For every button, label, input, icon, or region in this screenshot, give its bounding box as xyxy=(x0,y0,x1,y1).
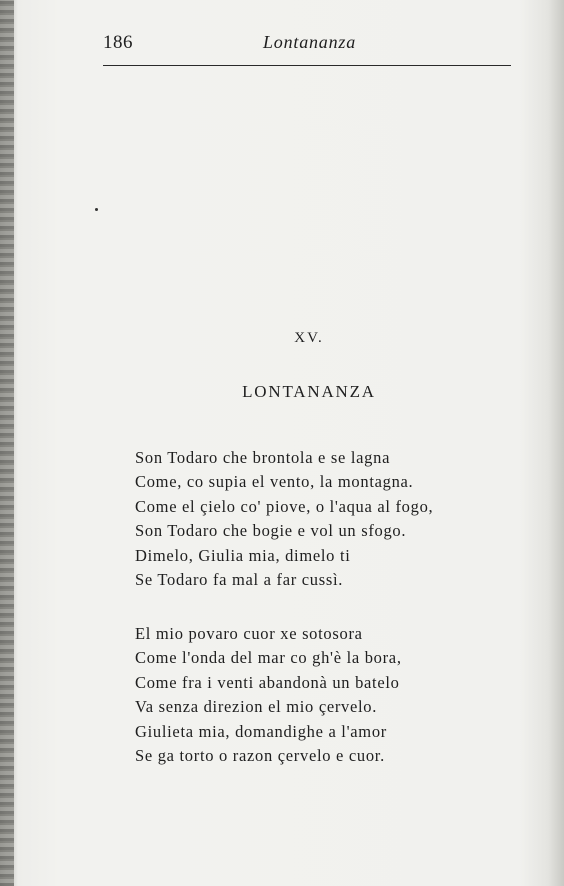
verse-line: El mio povaro cuor xe sotosora xyxy=(135,624,363,643)
header-rule xyxy=(103,65,511,66)
section-number: XV. xyxy=(294,330,324,346)
stanza-2 xyxy=(135,622,515,768)
verse-line: Va senza direzion el mio çervelo. xyxy=(135,697,378,717)
verse-line: Dimelo, Giulia mia, dimelo ti xyxy=(135,545,351,565)
page-header xyxy=(103,30,511,58)
verse-line: Come fra i venti abandonà un batelo xyxy=(135,672,400,692)
verse-line: Giulieta mia, domandighe a l'amor xyxy=(135,721,387,741)
verse-line: Son Todaro che brontola e se lagna xyxy=(135,448,391,467)
verse-line: Come l'onda del mar co gh'è la bora, xyxy=(135,648,402,668)
verse-line: Son Todaro che bogie e vol un sfogo. xyxy=(135,521,407,541)
page-number: 186 xyxy=(103,32,133,53)
page-binding-edge xyxy=(0,0,14,886)
verse-line: Se Todaro fa mal a far cussì. xyxy=(135,570,344,590)
running-title: Lontananza xyxy=(263,32,357,52)
stanza-1 xyxy=(135,446,515,592)
verse-line: Come, co supia el vento, la montagna. xyxy=(135,472,414,492)
verse-line: Se ga torto o razon çervelo e cuor. xyxy=(135,746,385,766)
ink-speck xyxy=(95,208,98,211)
poem-title: LONTANANZA xyxy=(242,382,376,401)
verse-line: Come el çielo co' piove, o l'aqua al fogo, xyxy=(135,496,434,516)
